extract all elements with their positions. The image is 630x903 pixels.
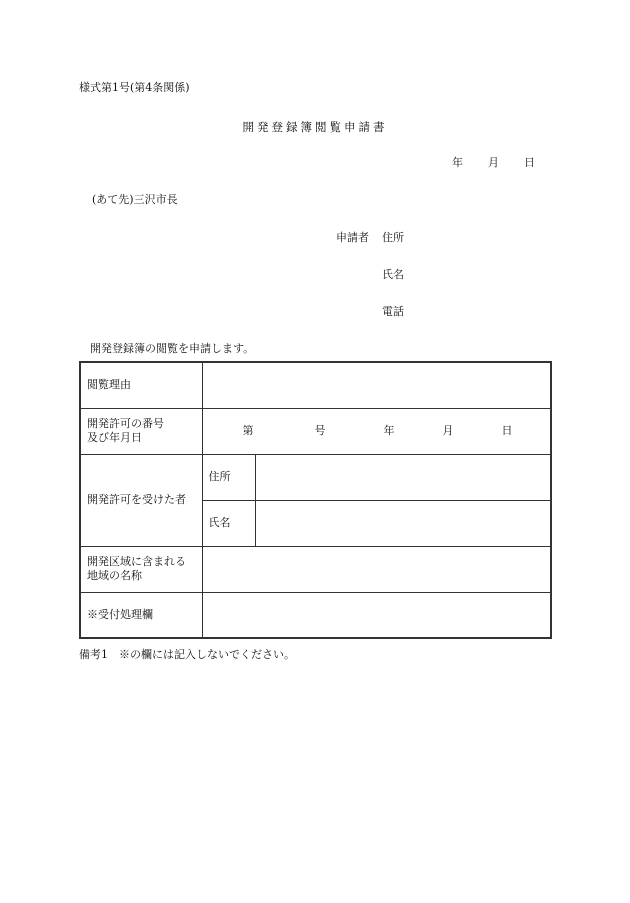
permit-go-label: 号 (314, 423, 326, 437)
recipient-name-input-cell[interactable] (255, 500, 551, 546)
reason-label: 閲覧理由 (87, 378, 131, 392)
applicant-address-label: 住所 (382, 231, 404, 244)
permit-month-label: 月 (442, 423, 454, 437)
date-day-label: 日 (524, 156, 535, 169)
permit-number-label-line1: 開発許可の番号 (87, 416, 164, 430)
applicant-phone-label: 電話 (382, 305, 404, 318)
reason-label-cell (80, 362, 202, 408)
table-row-recipient-address (80, 454, 551, 500)
applicant-name-label: 氏名 (382, 268, 404, 281)
permit-number-input-cell[interactable] (202, 408, 551, 454)
reception-label: ※受付処理欄 (87, 607, 153, 621)
area-label-cell (80, 546, 202, 592)
permit-number-label-cell (80, 408, 202, 454)
permit-number-parts (203, 409, 551, 454)
applicant-label: 申請者 (336, 231, 369, 244)
form-title: 開発登録簿閲覧申請書 (242, 120, 388, 134)
table-row-reason (80, 362, 551, 408)
permit-day-label: 日 (501, 423, 513, 437)
permit-number-label-line2: 及び年月日 (87, 431, 142, 444)
recipient-address-input-cell[interactable] (255, 454, 551, 500)
recipient-name-label-cell (202, 500, 255, 546)
recipient-label-cell (80, 454, 202, 546)
recipient-address-label: 住所 (208, 469, 231, 483)
reception-label-cell (80, 592, 202, 638)
addressee: (あて先)三沢市長 (92, 193, 178, 206)
area-input-cell[interactable] (202, 546, 551, 592)
recipient-name-label: 氏名 (208, 515, 231, 529)
application-table (79, 361, 552, 639)
intro-text: 開発登録簿の閲覧を申請します。 (90, 342, 255, 355)
permit-year-label: 年 (383, 423, 395, 437)
recipient-address-label-cell (202, 454, 255, 500)
table-row-permit-number (80, 408, 551, 454)
recipient-label: 開発許可を受けた者 (87, 492, 186, 506)
date-year-label: 年 (452, 156, 463, 169)
permit-dai-label: 第 (242, 423, 254, 437)
area-label-line2: 地域の名称 (87, 569, 142, 582)
form-number: 様式第1号(第4条関係) (79, 81, 190, 94)
reception-cell (202, 592, 551, 638)
table-row-reception (80, 592, 551, 638)
table-row-area (80, 546, 551, 592)
date-month-label: 月 (488, 156, 499, 169)
reason-input-cell[interactable] (202, 362, 551, 408)
remarks-note: 備考1 ※の欄には記入しないでください。 (79, 648, 295, 661)
area-label-line1: 開発区域に含まれる (87, 554, 186, 568)
